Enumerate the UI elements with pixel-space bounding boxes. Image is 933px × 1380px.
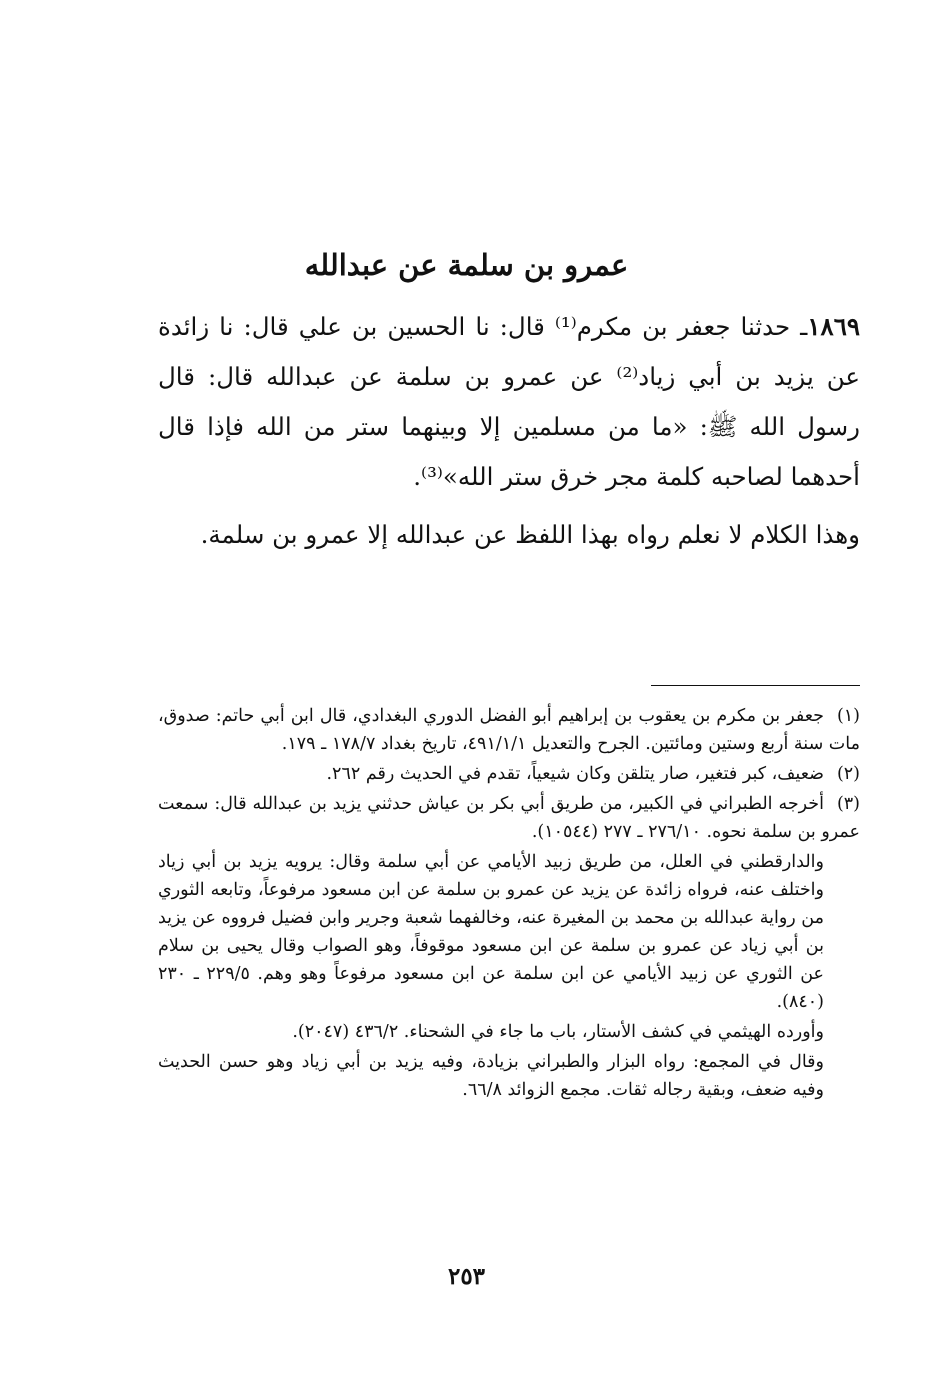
footnote-1 [158,702,860,758]
footnote-3-continuation: والدارقطني في العلل، من طريق زبيد الأيامي عن أبي سلمة وقال: يرويه يزيد بن أبي زياد واختلف عنه، فرواه زائدة عن يزيد عن عمرو بن سلمة عن ابن مسعود مرفوعاً، وتابعه الثوري من رواية عبدالله بن محمد بن المغيرة عنه، وخالفهما شعبة وجرير وابن فضيل فرووه عن يزيد بن أبي زياد عن عمرو بن سلمة عن ابن مسعود موقوفاً، وهو الصواب وقال يحيى بن سلام عن الثوري عن زبيد الأيامي عن ابن سلمة عن ابن مسعود مرفوعاً وهو وهم. ٢٢٩/٥ ـ ٢٣٠ (٨٤٠). [158,852,824,1012]
footnote-3-continuation: وأورده الهيثمي في كشف الأستار، باب ما جاء في الشحناء. ٤٣٦/٢ (٢٠٤٧). [292,1022,824,1042]
footnotes [158,702,860,1106]
hadith-paragraph [158,302,860,502]
hadith-text: ـ حدثنا جعفر بن مكرم⁽¹⁾ قال: نا الحسين بن علي قال: نا زائدة عن يزيد بن أبي زياد⁽²⁾ عن عمرو بن سلمة عن عبدالله قال: قال رسول الله ﷺ: «ما من مسلمين إلا وبينهما ستر من الله فإذا قال أحدهما لصاحبه كلمة مجر خرق ستر الله»⁽³⁾. [158,312,860,491]
footnote-text: أخرجه الطبراني في الكبير، من طريق أبي بكر بن عياش حدثني يزيد بن عبدالله قال: سمعت عمرو بن سلمة نحوه. ٢٧٦/١٠ ـ ٢٧٧ (١٠٥٤٤). [158,794,860,842]
page-number: ٢٥٣ [447,1263,486,1290]
footnote-text: ضعيف، كبر فتغير، صار يتلقن وكان شيعياً، تقدم في الحديث رقم ٢٦٢. [326,764,824,784]
footnote-label: (٣) [836,794,860,814]
main-text [158,302,860,560]
footnote-label: (١) [836,706,860,726]
footnote-3 [158,790,860,846]
section-title: عمرو بن سلمة عن عبدالله [304,248,629,282]
footnote-3-continuation: وقال في المجمع: رواه البزار والطبراني بزيادة، وفيه يزيد بن أبي زياد وهو حسن الحديث وفيه ضعف، وبقية رجاله ثقات. مجمع الزوائد ٦٦/٨. [158,1052,824,1100]
hadith-comment: وهذا الكلام لا نعلم رواه بهذا اللفظ عن عبدالله إلا عمرو بن سلمة. [200,520,860,549]
footnote-text: جعفر بن مكرم بن يعقوب بن إبراهيم أبو الفضل الدوري البغدادي، قال ابن أبي حاتم: صدوق، مات سنة أربع وستين ومائتين. الجرح والتعديل ٤٩١/١/١، تاريخ بغداد ١٧٨/٧ ـ ١٧٩. [158,706,860,754]
footnote-label: (٢) [836,764,860,784]
footnote-2 [158,760,860,788]
hadith-number: ١٨٦٩ [807,312,861,341]
footnote-divider [651,685,860,686]
